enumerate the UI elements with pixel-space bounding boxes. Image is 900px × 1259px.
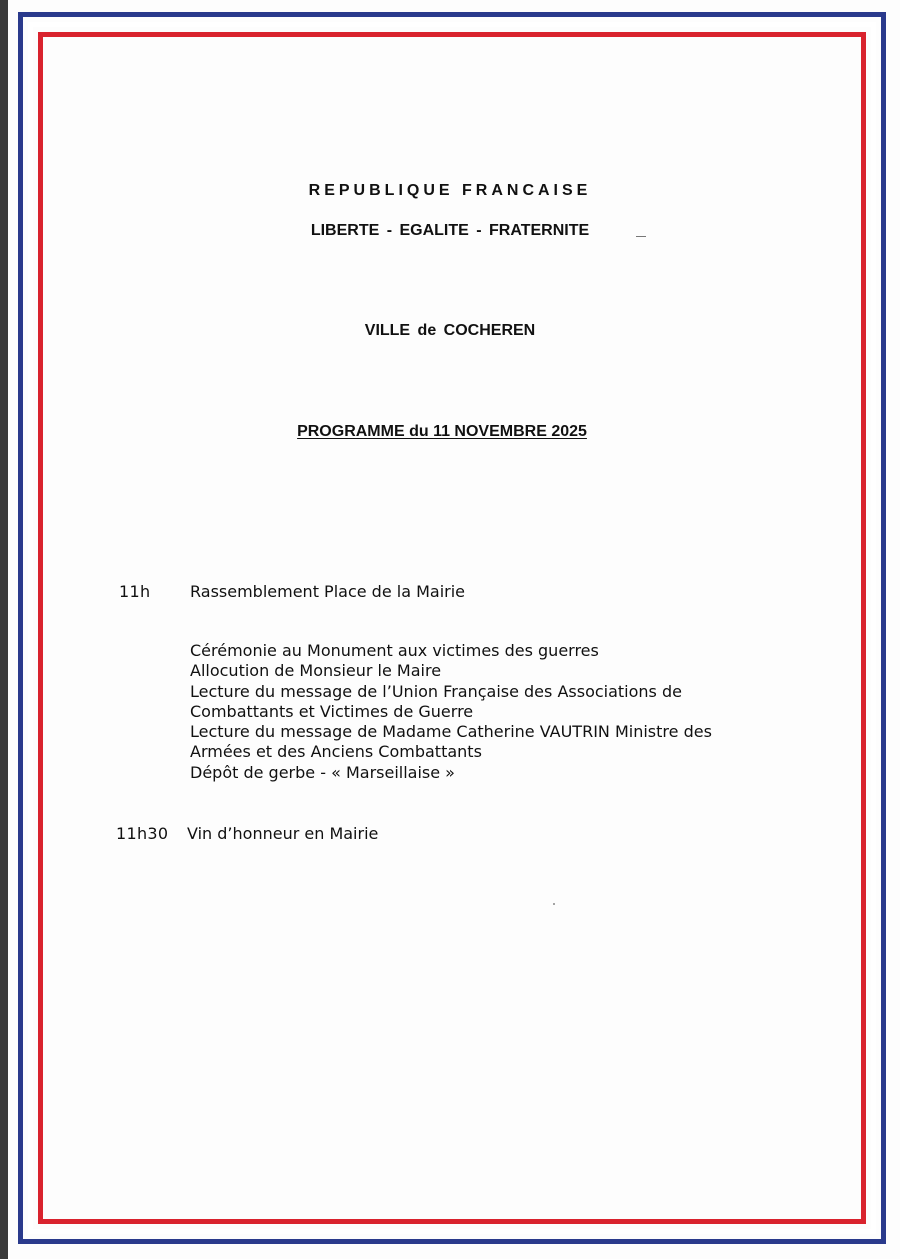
programme-title: PROGRAMME du 11 NOVEMBRE 2025 (297, 423, 587, 440)
schedule-time-second: 11h30 (116, 824, 169, 843)
ceremony-details (190, 641, 810, 783)
scan-speck (553, 903, 555, 905)
detail-line: Dépôt de gerbe - « Marseillaise » (190, 762, 455, 782)
detail-line: Allocution de Monsieur le Maire (190, 661, 442, 681)
tricolour-border-red (38, 32, 866, 1224)
detail-line: Cérémonie au Monument aux victimes des guerres (190, 641, 599, 660)
motto-heading: LIBERTE - EGALITE - FRATERNITE (310, 222, 590, 239)
republic-heading: REPUBLIQUE FRANCAISE (308, 182, 592, 199)
detail-line: Armées et des Anciens Combattants (190, 742, 482, 762)
detail-line: Lecture du message de Madame Catherine VAUTRIN Ministre des (190, 722, 712, 742)
stray-mark (636, 236, 646, 237)
detail-line: Lecture du message de l’Union Française des Associations de (190, 681, 682, 701)
city-heading: VILLE de COCHEREN (364, 322, 536, 339)
detail-line: Combattants et Victimes de Guerre (190, 701, 474, 721)
schedule-entry-first: Rassemblement Place de la Mairie (190, 582, 466, 601)
schedule-entry-second: Vin d’honneur en Mairie (187, 824, 379, 843)
schedule-time-first: 11h (119, 582, 151, 601)
